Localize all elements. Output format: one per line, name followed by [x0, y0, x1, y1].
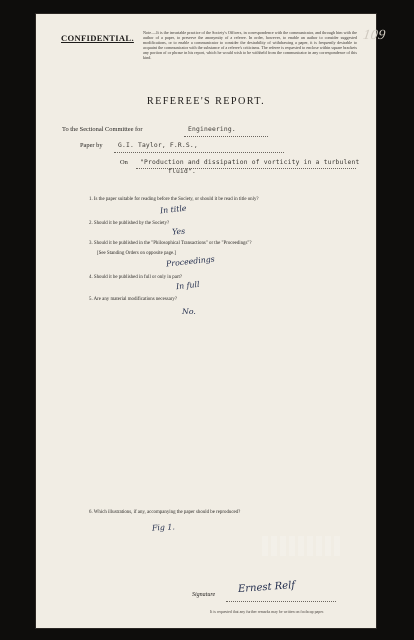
answer-3: Proceedings — [165, 254, 216, 269]
question-6: 6. Which illustrations, if any, accompanying the paper should be reproduced? — [89, 510, 241, 515]
paper-by-label: Paper by — [80, 142, 103, 149]
on-value-line1: "Production and dissipation of vorticity in a turbulent — [140, 159, 360, 166]
signature-label: Signature — [192, 592, 216, 598]
signature-rule — [226, 601, 336, 602]
question-3-subtext: [See Standing Orders on opposite page.] — [97, 251, 177, 256]
question-4: 4. Should it be published in full or only in part? — [89, 275, 183, 280]
question-5: 5. Are any material modifications necessary? — [89, 297, 177, 302]
form-title: REFEREE'S REPORT. — [146, 96, 266, 107]
signature-handwritten: Ernest Relf — [237, 580, 296, 595]
folio-number: 109 — [362, 28, 387, 43]
confidential-label: CONFIDENTIAL. — [61, 33, 134, 43]
committee-value: Engineering. — [188, 126, 236, 133]
referee-report-sheet — [36, 14, 376, 628]
paper-by-rule — [114, 152, 284, 153]
question-2: 2. Should it be published by the Society? — [89, 221, 170, 226]
question-1: 1. Is the paper suitable for reading before the Society, or should it be read in title only? — [89, 197, 259, 202]
answer-2: Yes — [171, 226, 186, 237]
answer-5: No. — [182, 307, 196, 316]
on-label: On — [120, 159, 128, 166]
committee-label: To the Sectional Committee for — [62, 126, 143, 133]
faded-stamp-mark — [262, 536, 342, 556]
anonymity-notice: Note.—It is the invariable practice of the Society's Officers, in correspondence with the communicator, and through him with the author of a paper, to preserve the anonymity of a referee. In order, however, to enable an author to consider suggested modifications, or to enable a communicator to consider the desirability of withdrawing a paper, it is frequently desirable to acquaint the communicator with the substance of a referee's criticisms. The referee is requested to enclose within square brackets any portion of or phrase in his report, which he would wish to be withheld from the communicator in any correspondence of this kind. — [143, 30, 357, 61]
footer-note: It is requested that any further remarks may be written on foolscap paper. — [210, 610, 324, 614]
answer-6: Fig 1. — [151, 522, 176, 533]
answer-4: In full — [175, 279, 200, 292]
on-rule — [136, 168, 356, 169]
committee-rule — [184, 136, 268, 137]
answer-1: In title — [159, 203, 187, 216]
paper-by-value: G.I. Taylor, F.R.S., — [118, 142, 198, 149]
question-3: 3. Should it be published in the "Philosophical Transactions" or the "Proceedings"? — [89, 241, 252, 246]
on-value-line2: fluid". — [168, 168, 196, 175]
